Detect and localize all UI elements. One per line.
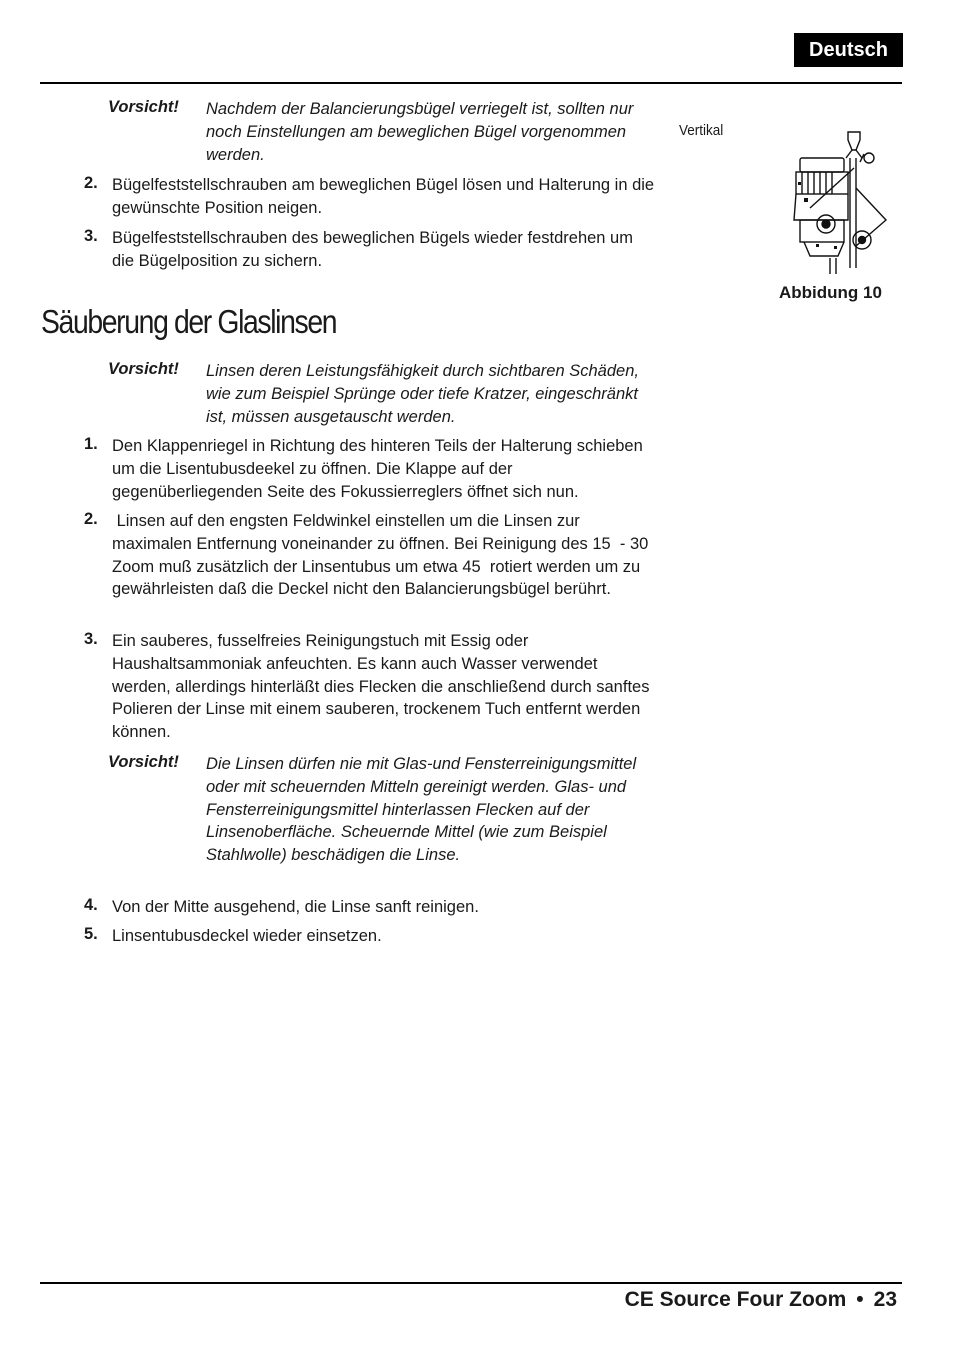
step-number: 2. (84, 174, 98, 192)
figure-label-vertical: Vertikal (679, 122, 724, 139)
step-number: 5. (84, 925, 98, 943)
step-text: Von der Mitte ausgehend, die Linse sanft reinigen. (112, 898, 479, 916)
step-text: Den Klappenriegel in Richtung des hinteren Teils der Halterung schieben um die Lisentubusdeekel zu öffnen. Die Klappe auf der gegenüberliegenden Seite des Fokussierreglers öffnet sich nun. (112, 437, 643, 501)
footer-separator: • (856, 1288, 864, 1311)
lamp-yoke-illustration-icon (790, 128, 895, 276)
step-number: 4. (84, 896, 98, 914)
caution-label: Vorsicht! (108, 753, 179, 771)
header-rule (40, 82, 902, 84)
step-text: Bügelfeststellschrauben des beweglichen Bügels wieder festdrehen um die Bügelposition zu sichern. (112, 229, 633, 270)
step-number: 3. (84, 227, 98, 245)
step-number: 2. (84, 510, 98, 528)
page-footer (625, 1288, 897, 1312)
caution-label: Vorsicht! (108, 360, 179, 378)
caution-text: Nachdem der Balancierungsbügel verriegelt ist, sollten nur noch Einstellungen am beweglichen Bügel vorgenommen werden. (206, 100, 634, 164)
footer-rule (40, 1282, 902, 1284)
step-text: Ein sauberes, fusselfreies Reinigungstuch mit Essig oder Haushaltsammoniak anfeuchten. Es kann auch Wasser verwendet werden, allerdings hinterläßt dies Flecken die anschließend durch sanftes Polieren der Linse mit einem sauberen, trockenem Tuch entfernt werden können. (112, 632, 650, 742)
step-text: Linsen auf den engsten Feldwinkel einstellen um die Linsen zur maximalen Entfernung voneinander zu öffnen. Bei Reinigung des 15 - 30 Zoom muß zusätzlich der Linsentubus um etwa 45 rotiert werden um zu gewährleisten daß die Deckel nicht den Balancierungsbügel berührt. (112, 512, 658, 599)
caution-text: Die Linsen dürfen nie mit Glas-und Fensterreinigungsmittel oder mit scheuernden Mitteln gereinigt werden. Glas- und Fensterreinigungsmittel hinterlassen Flecken auf der Linsenoberfläche. Scheuernde Mittel (wie zum Beispiel Stahlwolle) beschädigen die Linse. (206, 755, 637, 865)
step-text: Bügelfeststellschrauben am beweglichen Bügel lösen und Halterung in die gewünschte Position neigen. (112, 176, 655, 217)
caution-text: Linsen deren Leistungsfähigkeit durch sichtbaren Schäden, wie zum Beispiel Sprünge oder tiefe Kratzer, eingeschränkt ist, müssen ausgetauscht werden. (206, 362, 639, 426)
section-title: Säuberung der Glaslinsen (41, 303, 337, 340)
page-number: 23 (873, 1288, 897, 1311)
figure-caption: Abbidung 10 (779, 283, 882, 302)
language-tab: Deutsch (794, 33, 903, 67)
step-number: 3. (84, 630, 98, 648)
caution-label: Vorsicht! (108, 98, 179, 116)
step-number: 1. (84, 435, 98, 453)
step-text: Linsentubusdeckel wieder einsetzen. (112, 927, 382, 945)
product-name: CE Source Four Zoom (624, 1288, 847, 1311)
